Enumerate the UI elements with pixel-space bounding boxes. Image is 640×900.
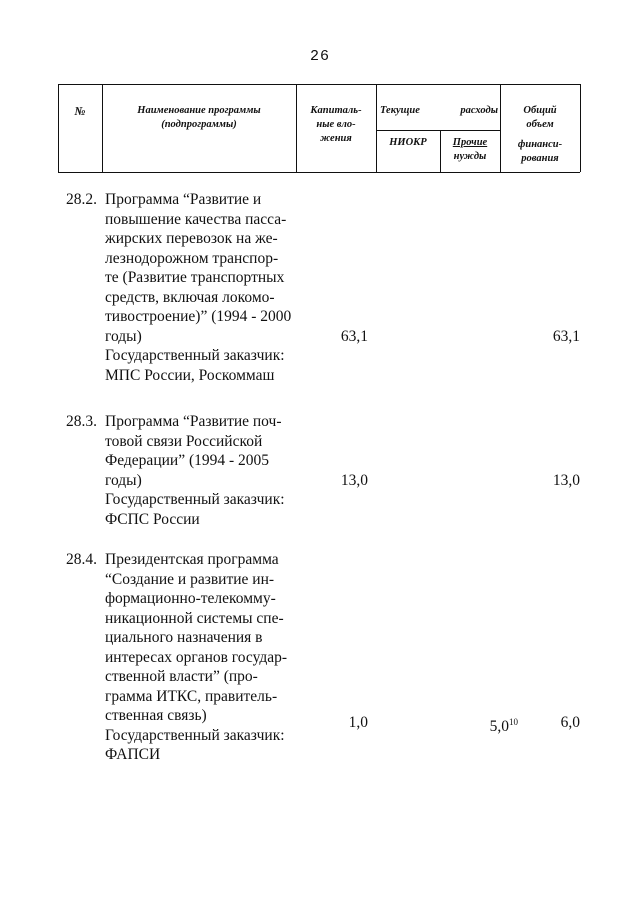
other-needs-value: [468, 713, 518, 737]
text-line: ственная связь): [105, 707, 207, 724]
text-line: никационной системы спе-: [105, 609, 284, 627]
text-line: годы): [105, 327, 142, 345]
total-value: 6,0: [560, 714, 580, 731]
text-line: “Создание и развитие ин-: [105, 570, 275, 588]
header-divider-3: [376, 84, 377, 172]
header-left-border: [58, 84, 59, 172]
text-line: циального назначения в: [105, 629, 263, 646]
table-header: [58, 84, 580, 172]
text-line: интересах органов государ-: [105, 648, 288, 666]
text-line: лезнодорожном транспор-: [105, 249, 279, 267]
header-col-capital-line3: жения: [320, 133, 352, 144]
text-line: ФАПСИ: [105, 746, 161, 763]
capital-value: 1,0: [348, 714, 368, 731]
text-line: ФСПС России: [105, 510, 200, 528]
total-value: 13,0: [552, 471, 580, 489]
text-line: ственной власти” (про-: [105, 668, 258, 685]
text-line: повышение качества пасса-: [105, 210, 287, 228]
footnote-marker: 10: [509, 717, 518, 727]
page-number: 26: [309, 48, 330, 65]
capital-value: 63,1: [340, 327, 368, 345]
header-col-capital-line1: Капиталь-: [310, 105, 362, 116]
header-col-niokr: НИОКР: [389, 137, 427, 148]
header-col-current-left: Текущие: [380, 105, 420, 116]
text-line: Программа “Развитие и: [105, 191, 262, 208]
header-col-total-line3: финанси-: [517, 139, 563, 150]
row-number: 28.3.: [66, 413, 97, 430]
row-program-text: [105, 550, 293, 765]
row-program-text: [105, 412, 293, 529]
header-top-border: [58, 84, 580, 85]
header-col-other: [440, 136, 500, 164]
header-bottom-border: [58, 172, 580, 173]
header-col-total-line4: рования: [521, 153, 559, 164]
text-line: Президентская программа: [105, 551, 279, 568]
header-col-total: [500, 104, 580, 166]
capital-value: 13,0: [340, 471, 368, 489]
row-program-text: [105, 190, 293, 385]
header-col-number: №: [74, 104, 86, 118]
row-number: 28.4.: [66, 551, 97, 568]
other-needs-amount: 5,0: [489, 718, 509, 735]
header-col-name: [102, 104, 296, 132]
text-line: те (Развитие транспортных: [105, 269, 285, 286]
text-line: товой связи Российской: [105, 432, 263, 450]
text-line: жирских перевозок на же-: [105, 230, 278, 247]
text-line: Федерации” (1994 - 2005: [105, 452, 270, 469]
header-right-border: [580, 84, 581, 172]
header-col-capital-line2: ные вло-: [316, 119, 356, 130]
text-line: МПС России, Роскоммаш: [105, 366, 275, 384]
text-line: Государственный заказчик:: [105, 726, 285, 744]
total-value: 63,1: [552, 327, 580, 345]
text-line: Государственный заказчик:: [105, 347, 285, 364]
header-col-total-line2: объем: [526, 119, 554, 130]
text-line: Программа “Развитие поч-: [105, 413, 282, 430]
header-col-total-line1: Общий: [523, 105, 557, 116]
header-col-other-line2: нужды: [453, 151, 487, 162]
text-line: грамма ИТКС, правитель-: [105, 687, 278, 705]
text-line: формационно-телекомму-: [105, 590, 276, 607]
header-subdivider: [376, 130, 500, 131]
row-number: 28.2.: [66, 191, 97, 208]
header-col-capital: [296, 104, 376, 146]
header-col-other-line1: Прочие: [452, 137, 488, 148]
text-line: Государственный заказчик:: [105, 491, 285, 508]
text-line: средств, включая локомо-: [105, 288, 275, 306]
text-line: тивостроение)” (1994 - 2000: [105, 308, 292, 325]
text-line: годы): [105, 471, 142, 489]
header-col-name-line1: Наименование программы: [137, 105, 261, 116]
header-col-current-right: расходы: [460, 105, 498, 116]
header-col-name-line2: (подпрограммы): [161, 119, 237, 130]
